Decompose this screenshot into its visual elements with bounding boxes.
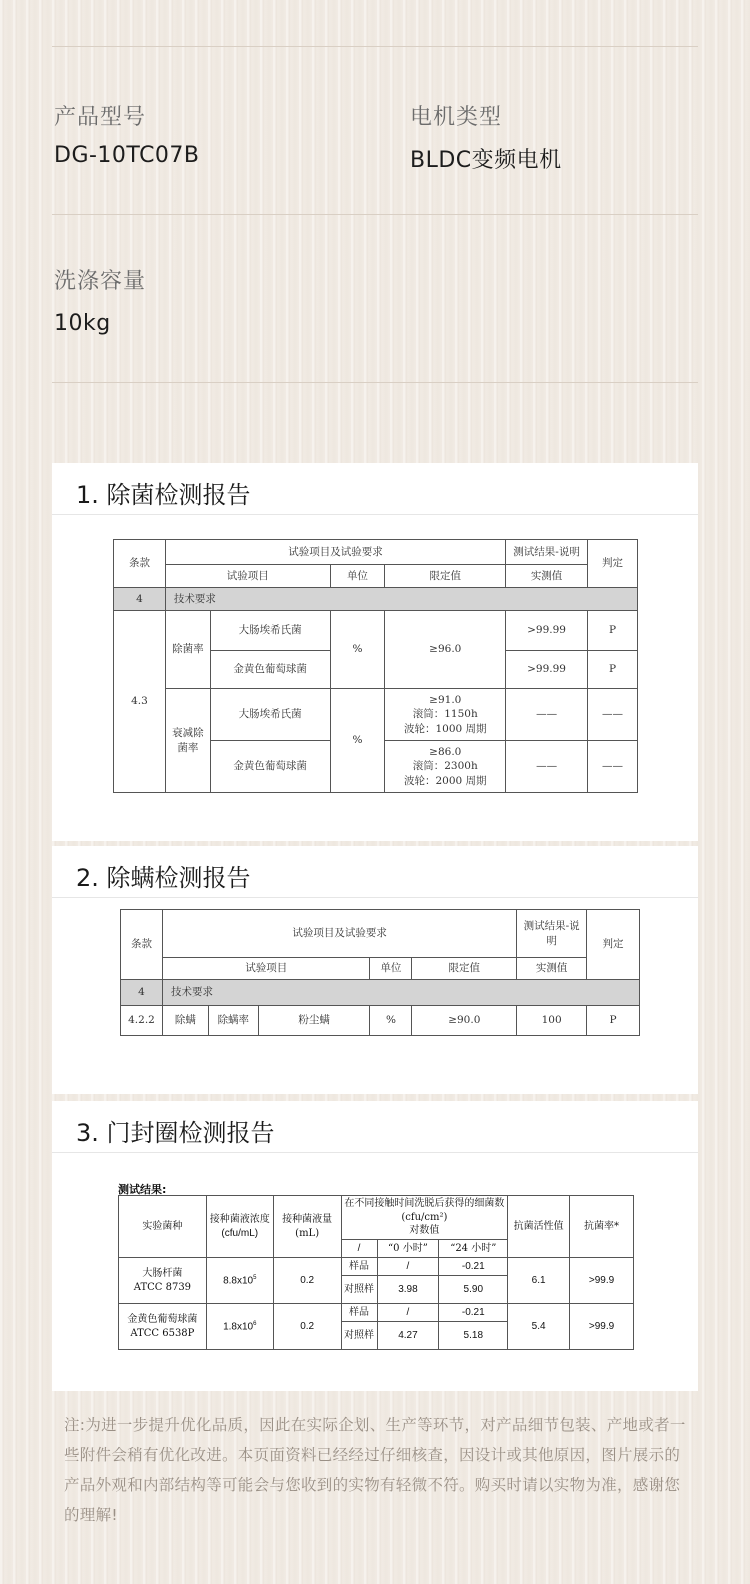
judgment-dash: —— bbox=[588, 689, 638, 741]
header-judgment: 判定 bbox=[588, 540, 638, 588]
header-result: 测试结果-说明 bbox=[506, 540, 588, 565]
report-title: 1. 除菌检测报告 bbox=[76, 481, 251, 509]
control-0h: 3.98 bbox=[377, 1276, 439, 1304]
mite-removal-report-table bbox=[120, 909, 640, 1036]
category-sterilization-rate: 除菌率 bbox=[165, 611, 210, 689]
unit-percent: % bbox=[330, 611, 385, 689]
limit-value: ≥86.0 滚筒：2300h 波轮：2000 周期 bbox=[385, 741, 506, 793]
subheader-0h: “0 小时” bbox=[377, 1240, 439, 1258]
spec-label-capacity: 洗涤容量 bbox=[54, 269, 147, 294]
concentration-base: 1.8x10 bbox=[223, 1320, 254, 1332]
sterilization-report-table bbox=[113, 539, 638, 793]
category-mite-removal: 除螨 bbox=[162, 1006, 208, 1036]
header-bacteria-counts: 在不同接触时间洗脱后获得的细菌数 (cfu/cm²) 对数值 bbox=[341, 1196, 508, 1240]
sample-label: 样品 bbox=[341, 1304, 377, 1322]
title-divider bbox=[52, 514, 698, 515]
judgment-value: P bbox=[588, 611, 638, 651]
section-label: 技术要求 bbox=[165, 588, 637, 611]
sample-24h: -0.21 bbox=[439, 1258, 508, 1276]
strain-name: 大肠杆菌 ATCC 8739 bbox=[119, 1258, 207, 1304]
control-24h: 5.18 bbox=[439, 1322, 508, 1350]
measured-value: 100 bbox=[517, 1006, 587, 1036]
judgment-value: P bbox=[587, 1006, 640, 1036]
spec-value-motor: BLDC变频电机 bbox=[410, 148, 562, 173]
header-limit: 限定值 bbox=[412, 958, 517, 980]
header-test-item: 试验项目 bbox=[162, 958, 370, 980]
spec-value-capacity: 10kg bbox=[54, 311, 111, 336]
rate-value: >99.9 bbox=[570, 1304, 634, 1350]
sample-0h: / bbox=[377, 1304, 439, 1322]
activity-value: 5.4 bbox=[508, 1304, 570, 1350]
report-title: 2. 除螨检测报告 bbox=[76, 864, 251, 892]
header-activity: 抗菌活性值 bbox=[508, 1196, 570, 1258]
bacteria-staph: 金黄色葡萄球菌 bbox=[210, 651, 330, 689]
spec-label-model: 产品型号 bbox=[54, 105, 147, 130]
rate-value: >99.9 bbox=[570, 1258, 634, 1304]
spec-value-model: DG-10TC07B bbox=[54, 143, 200, 168]
header-judgment: 判定 bbox=[587, 910, 640, 980]
header-limit: 限定值 bbox=[385, 565, 506, 588]
section-label: 技术要求 bbox=[162, 980, 639, 1006]
inoculum-volume: 0.2 bbox=[273, 1304, 341, 1350]
measured-dash: —— bbox=[506, 741, 588, 793]
door-seal-report-card bbox=[52, 1101, 698, 1391]
header-unit: 单位 bbox=[330, 565, 385, 588]
sample-24h: -0.21 bbox=[439, 1304, 508, 1322]
measured-value: >99.99 bbox=[506, 651, 588, 689]
header-measured: 实测值 bbox=[517, 958, 587, 980]
title-divider bbox=[52, 897, 698, 898]
control-label: 对照样 bbox=[341, 1322, 377, 1350]
object-dust-mite: 粉尘螨 bbox=[258, 1006, 370, 1036]
category-attenuated-rate: 衰减除菌率 bbox=[165, 689, 210, 793]
bacteria-ecoli: 大肠埃希氏菌 bbox=[210, 611, 330, 651]
subheader-24h: “24 小时” bbox=[439, 1240, 508, 1258]
activity-value: 6.1 bbox=[508, 1258, 570, 1304]
header-items-requirements: 试验项目及试验要求 bbox=[165, 540, 505, 565]
control-label: 对照样 bbox=[341, 1276, 377, 1304]
bacteria-ecoli: 大肠埃希氏菌 bbox=[210, 689, 330, 741]
limit-value: ≥90.0 bbox=[412, 1006, 517, 1036]
header-items-requirements: 试验项目及试验要求 bbox=[162, 910, 516, 958]
unit-percent: % bbox=[330, 689, 385, 793]
limit-value: ≥91.0 滚筒：1150h 波轮：1000 周期 bbox=[385, 689, 506, 741]
disclaimer-note: 注:为进一步提升优化品质，因此在实际企划、生产等环节，对产品细节包装、产地或者一些附件会稍有优化改进。本页面资料已经经过仔细核查，因设计或其他原因，图片展示的产品外观和内部结构等可能会与您收到的实物有轻微不符。购买时请以实物为准，感谢您的理解! bbox=[64, 1416, 686, 1524]
header-unit: 单位 bbox=[370, 958, 412, 980]
report-title: 3. 门封圈检测报告 bbox=[76, 1119, 275, 1147]
inoculum-concentration bbox=[206, 1304, 273, 1350]
spec-divider-bottom bbox=[52, 382, 698, 383]
header-concentration: 接种菌液浓度 (cfu/mL) bbox=[206, 1196, 273, 1258]
measured-dash: —— bbox=[506, 689, 588, 741]
header-clause: 条款 bbox=[121, 910, 163, 980]
spec-divider-middle bbox=[52, 214, 698, 215]
spec-divider-top bbox=[52, 46, 698, 47]
measured-value: >99.99 bbox=[506, 611, 588, 651]
title-divider bbox=[52, 1152, 698, 1153]
concentration-exponent: 5 bbox=[253, 1274, 257, 1281]
test-results-caption: 测试结果: bbox=[118, 1183, 167, 1196]
mite-removal-report-card bbox=[52, 846, 698, 1094]
item-mite-removal-rate: 除螨率 bbox=[208, 1006, 258, 1036]
strain-name: 金黄色葡萄球菌 ATCC 6538P bbox=[119, 1304, 207, 1350]
sterilization-report-card bbox=[52, 463, 698, 841]
header-measured: 实测值 bbox=[506, 565, 588, 588]
clause-number: 4.3 bbox=[114, 611, 166, 793]
control-0h: 4.27 bbox=[377, 1322, 439, 1350]
control-24h: 5.90 bbox=[439, 1276, 508, 1304]
concentration-base: 8.8x10 bbox=[223, 1274, 254, 1286]
sample-label: 样品 bbox=[341, 1258, 377, 1276]
header-strain: 实验菌种 bbox=[119, 1196, 207, 1258]
inoculum-volume: 0.2 bbox=[273, 1258, 341, 1304]
header-rate: 抗菌率* bbox=[570, 1196, 634, 1258]
bacteria-staph: 金黄色葡萄球菌 bbox=[210, 741, 330, 793]
header-result: 测试结果-说明 bbox=[517, 910, 587, 958]
sample-0h: / bbox=[377, 1258, 439, 1276]
spec-label-motor: 电机类型 bbox=[410, 105, 503, 130]
header-volume: 接种菌液量(mL) bbox=[273, 1196, 341, 1258]
inoculum-concentration bbox=[206, 1258, 273, 1304]
judgment-value: P bbox=[588, 651, 638, 689]
concentration-exponent: 6 bbox=[253, 1320, 257, 1327]
unit-percent: % bbox=[370, 1006, 412, 1036]
header-clause: 条款 bbox=[114, 540, 166, 588]
clause-number: 4.2.2 bbox=[121, 1006, 163, 1036]
header-test-item: 试验项目 bbox=[165, 565, 330, 588]
section-number: 4 bbox=[114, 588, 166, 611]
limit-value: ≥96.0 bbox=[385, 611, 506, 689]
section-number: 4 bbox=[121, 980, 163, 1006]
door-seal-report-table bbox=[118, 1195, 634, 1350]
judgment-dash: —— bbox=[588, 741, 638, 793]
subheader-slash: / bbox=[341, 1240, 377, 1258]
